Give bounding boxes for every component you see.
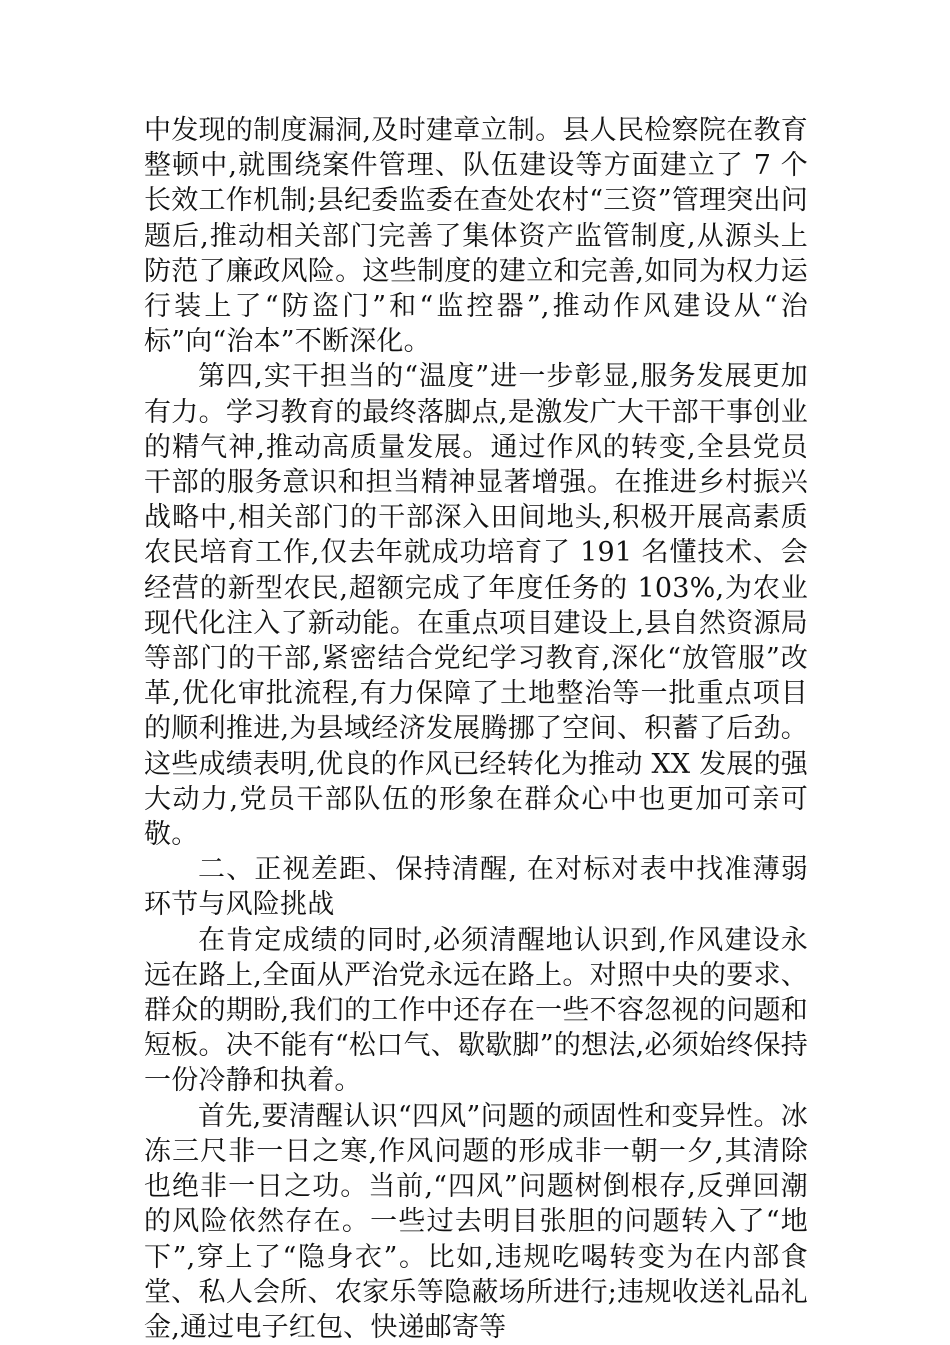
paragraph-remain-sober: 在肯定成绩的同时,必须清醒地认识到,作风建设永远在路上,全面从严治党永远在路上。对照中央的要求、群众的期盼,我们的工作中还存在一些不容忽视的问题和短板。决不能有“松口气、歇歇脚”的想法,必须始终保持一份冷静和执着。 <box>144 924 808 1097</box>
section-heading-two: 二、正视差距、保持清醒, 在对标对表中找准薄弱环节与风险挑战 <box>144 854 808 921</box>
paragraph-system-building: 中发现的制度漏洞,及时建章立制。县人民检察院在教育整顿中,就围绕案件管理、队伍建设等方面建立了 7 个长效工作机制;县纪委监委在查处农村“三资”管理突出问题后,推动相关部门完善了集体资产监管制度,从源头上防范了廉政风险。这些制度的建立和完善,如同为权力运行装上了“防盗门”和“监控器”,推动作风建设从“治标”向“治本”不断深化。 <box>144 115 808 358</box>
document-page <box>144 113 808 1345</box>
paragraph-first-point: 首先,要清醒认识“四风”问题的顽固性和变异性。冰冻三尺非一日之寒,作风问题的形成非一朝一夕,其清除也绝非一日之功。当前,“四风”问题树倒根存,反弹回潮的风险依然存在。一些过去明目张胆的问题转入了“地下”,穿上了“隐身衣”。比如,违规吃喝转变为在内部食堂、私人会所、农家乐等隐蔽场所进行;违规收送礼品礼金,通过电子红包、快递邮寄等 <box>144 1100 808 1343</box>
paragraph-fourth-point: 第四,实干担当的“温度”进一步彰显,服务发展更加有力。学习教育的最终落脚点,是激发广大干部干事创业的精气神,推动高质量发展。通过作风的转变,全县党员干部的服务意识和担当精神显著增强。在推进乡村振兴战略中,相关部门的干部深入田间地头,积极开展高素质农民培育工作,仅去年就成功培育了 191 名懂技术、会经营的新型农民,超额完成了年度任务的 103%,为农业现代化注入了新动能。在重点项目建设上,县自然资源局等部门的干部,紧密结合党纪学习教育,深化“放管服”改革,优化审批流程,有力保障了土地整治等一批重点项目的顺利推进,为县域经济发展腾挪了空间、积蓄了后劲。这些成绩表明,优良的作风已经转化为推动 XX 发展的强大动力,党员干部队伍的形象在群众心中也更加可亲可敬。 <box>144 361 808 851</box>
